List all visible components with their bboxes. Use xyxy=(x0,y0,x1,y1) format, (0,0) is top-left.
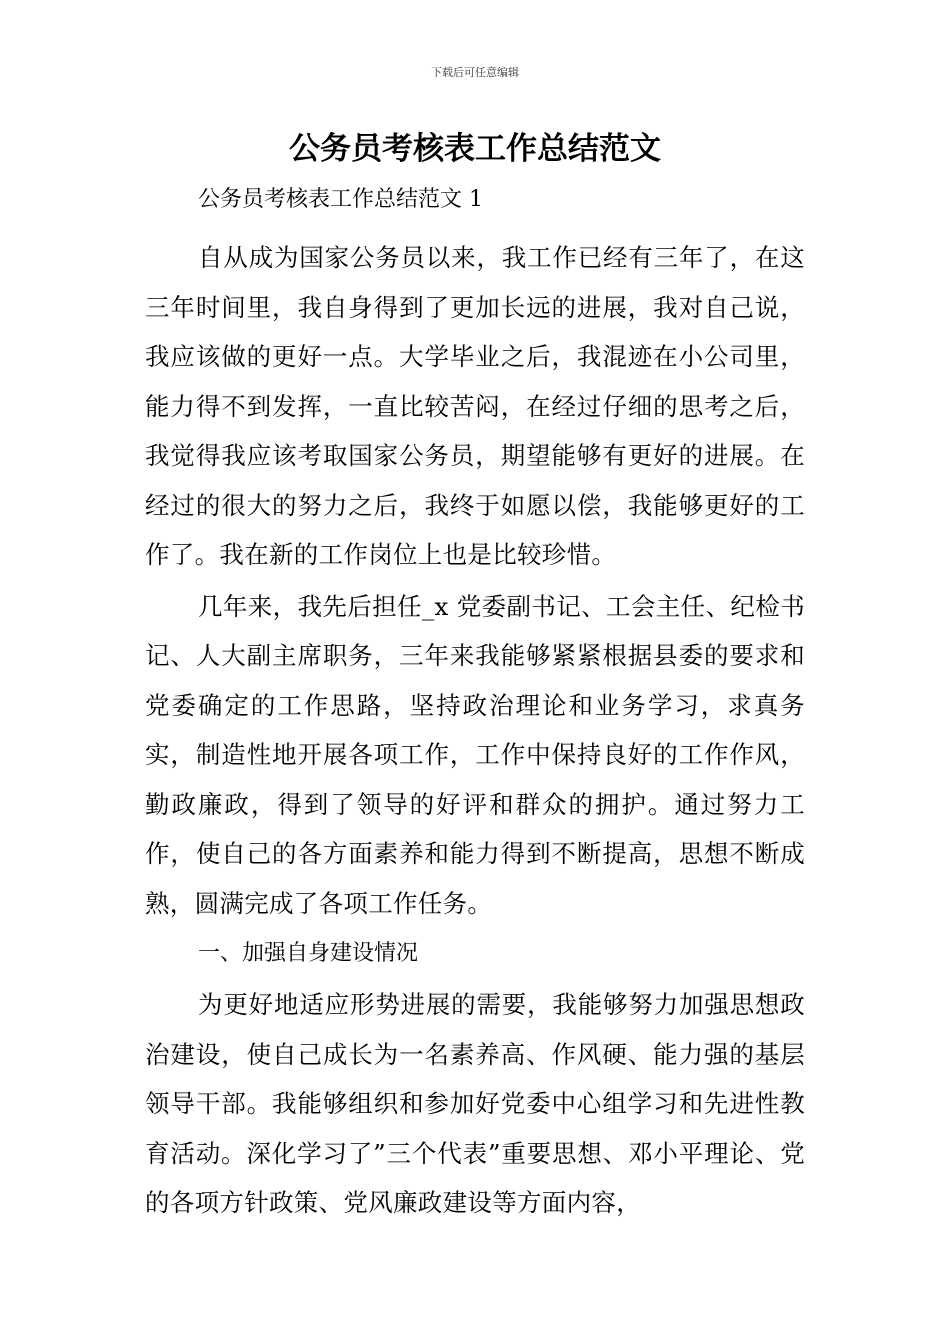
document-subtitle: 公务员考核表工作总结范文 1 xyxy=(198,187,483,212)
paragraph: 几年来，我先后担任_x 党委副书记、工会主任、纪检书记、人大副主席职务，三年来我能够紧紧根据县委的要求和党委确定的工作思路，坚持政治理论和业务学习，求真务实，制造性地开展各项工作，工作中保持良好的工作作风，勤政廉政，得到了领导的好评和群众的拥护。通过努力工作，使自己的各方面素养和能力得到不断提高，思想不断成熟，圆满完成了各项工作任务。 xyxy=(145,591,805,918)
document-body xyxy=(145,180,805,1228)
section-heading: 一、加强自身建设情况 xyxy=(198,941,419,966)
section-paragraph: 为更好地适应形势进展的需要，我能够努力加强思想政治建设，使自己成长为一名素养高、作风硬、能力强的基层领导干部。我能够组织和参加好党委中心组学习和先进性教育活动。深化学习了”三个代表”重要思想、邓小平理论、党的各项方针政策、党风廉政建设等方面内容， xyxy=(145,990,805,1217)
document-title: 公务员考核表工作总结范文 xyxy=(289,131,661,167)
header-note: 下载后可任意编辑 xyxy=(431,66,519,79)
paragraph: 自从成为国家公务员以来，我工作已经有三年了，在这三年时间里，我自身得到了更加长远的进展，我对自己说，我应该做的更好一点。大学毕业之后，我混迹在小公司里，能力得不到发挥，一直比较苦闷，在经过仔细的思考之后，我觉得我应该考取国家公务员，期望能够有更好的进展。在经过的很大的努力之后，我终于如愿以偿，我能够更好的工作了。我在新的工作岗位上也是比较珍惜。 xyxy=(145,243,805,569)
